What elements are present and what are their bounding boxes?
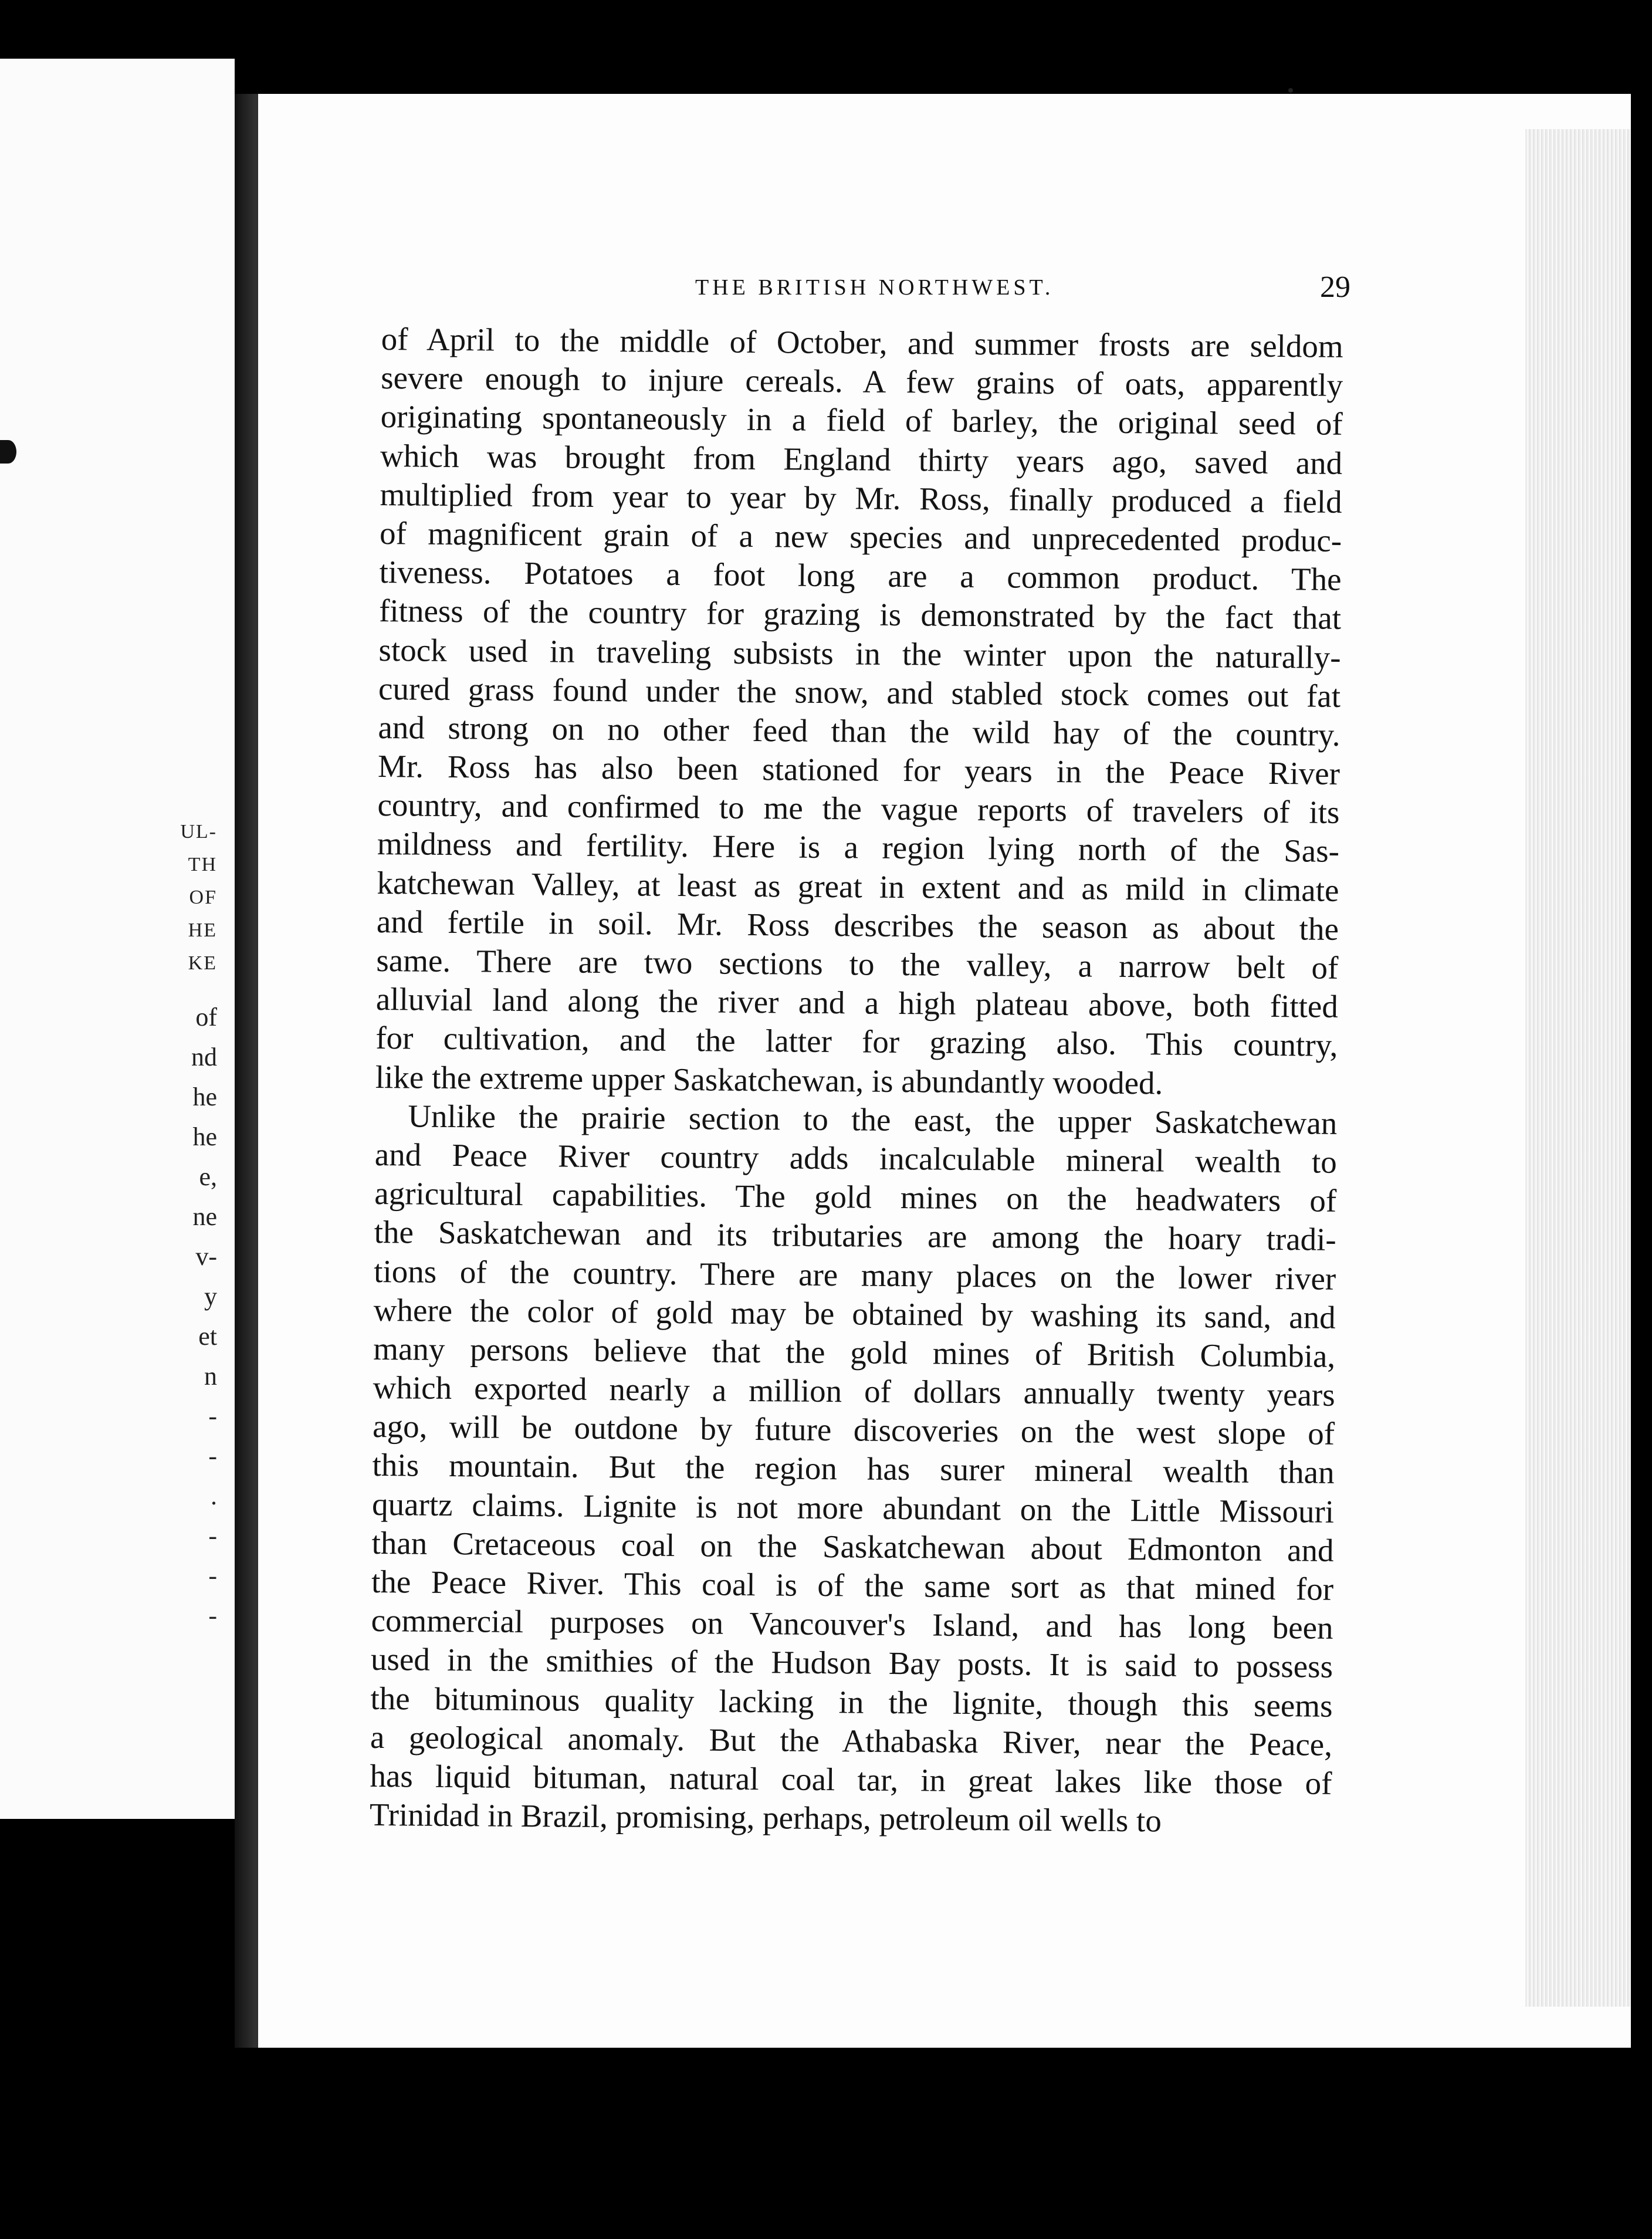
text-fragment: .: [211, 1482, 217, 1510]
text-line: a geological anomaly. But the Athabaska River, near the Peace,: [370, 1719, 1333, 1763]
page-number: 29: [1320, 270, 1350, 304]
text-fragment: y: [204, 1282, 217, 1311]
text-fragment: nd: [191, 1043, 217, 1071]
text-line: fitness of the country for grazing is demonstrated by the fact that: [378, 593, 1342, 637]
text-line: Mr. Ross has also been stationed for years in the Peace River: [377, 748, 1340, 792]
text-line: commercial purposes on Vancouver's Island, and has long been: [371, 1602, 1333, 1646]
text-fragment: -: [208, 1521, 217, 1550]
text-fragment: -: [208, 1601, 217, 1630]
text-fragment: of: [195, 1003, 217, 1031]
text-line: of April to the middle of October, and summer frosts are seldom: [381, 320, 1343, 364]
text-line: which exported nearly a million of dollars annually twenty years: [373, 1369, 1335, 1413]
text-fragment: v-: [195, 1242, 217, 1271]
book-page: [258, 94, 1631, 2048]
text-line: has liquid bituman, natural coal tar, in great lakes like those of: [370, 1757, 1332, 1801]
text-line: stock used in traveling subsists in the winter upon the naturally-: [378, 631, 1341, 675]
text-fragment: -: [208, 1442, 217, 1470]
text-line: used in the smithies of the Hudson Bay posts. It is said to possess: [370, 1641, 1333, 1685]
text-fragment: n: [204, 1362, 217, 1391]
text-line: alluvial land along the river and a high plateau above, both fitted: [375, 981, 1339, 1025]
body-text: [370, 320, 1343, 1842]
text-line: and strong on no other feed than the wild hay of the country.: [378, 709, 1340, 753]
caps-fragment: HE: [188, 919, 217, 941]
text-line: and fertile in soil. Mr. Ross describes the season as about the: [376, 903, 1339, 947]
text-line: Unlike the prairie section to the east, the upper Saskatchewan: [408, 1098, 1338, 1141]
text-line: multiplied from year to year by Mr. Ross, finally produced a field: [380, 476, 1342, 520]
text-line: the Saskatchewan and its tributaries are among the hoary tradi-: [374, 1214, 1336, 1258]
caps-fragment: OF: [189, 887, 217, 908]
text-line: severe enough to injure cereals. A few grains of oats, apparently: [380, 360, 1343, 404]
text-line: tions of the country. There are many places on the lower river: [374, 1253, 1336, 1297]
text-line: Trinidad in Brazil, promising, perhaps, petroleum oil wells to: [369, 1797, 1162, 1839]
text-line: for cultivation, and the latter for grazing also. This country,: [375, 1020, 1338, 1064]
text-fragment: et: [198, 1322, 217, 1351]
text-line: tiveness. Potatoes a foot long are a common product. The: [379, 554, 1342, 597]
text-fragment: e,: [199, 1162, 217, 1191]
text-line: mildness and fertility. Here is a region lying north of the Sas-: [377, 826, 1340, 870]
page-edge-stack: [1525, 129, 1631, 2007]
text-fragment: ne: [192, 1202, 217, 1231]
text-fragment: he: [192, 1083, 217, 1111]
text-line: originating spontaneously in a field of barley, the original seed of: [380, 398, 1343, 442]
text-line: many persons believe that the gold mines of British Columbia,: [373, 1330, 1336, 1374]
text-fragment: -: [208, 1402, 217, 1430]
text-line: cured grass found under the snow, and stabled stock comes out fat: [378, 670, 1341, 714]
caps-fragment: UL-: [180, 821, 217, 843]
text-line: the Peace River. This coal is of the same sort as that mined for: [371, 1563, 1334, 1607]
text-fragment: -: [208, 1561, 217, 1590]
left-page-text-fragments: [191, 997, 217, 1636]
text-line: katchewan Valley, at least as great in extent and as mild in climate: [377, 864, 1339, 908]
caps-fragment: TH: [188, 854, 217, 875]
text-line: agricultural capabilities. The gold mines on the headwaters of: [374, 1175, 1337, 1219]
running-head: THE BRITISH NORTHWEST.: [695, 275, 1054, 300]
text-line: of magnificent grain of a new species and unprecedented produc-: [379, 515, 1342, 559]
text-line: than Cretaceous coal on the Saskatchewan about Edmonton and: [371, 1524, 1334, 1568]
text-line: same. There are two sections to the valley, a narrow belt of: [376, 942, 1339, 986]
text-line: which was brought from England thirty years ago, saved and: [380, 437, 1343, 481]
text-line: quartz claims. Lignite is not more abundant on the Little Missouri: [371, 1486, 1335, 1530]
paragraph: [375, 320, 1343, 1104]
caps-fragment: KE: [188, 952, 217, 974]
text-line: ago, will be outdone by future discoveries on the west slope of: [372, 1408, 1335, 1452]
paragraph: [370, 1097, 1338, 1842]
text-line: where the color of gold may be obtained by washing its sand, and: [373, 1291, 1336, 1335]
text-line: and Peace River country adds incalculable mineral wealth to: [374, 1136, 1338, 1180]
text-line: like the extreme upper Saskatchewan, is abundantly wooded.: [375, 1058, 1163, 1101]
text-line: the bituminous quality lacking in the lignite, though this seems: [370, 1680, 1333, 1724]
text-fragment: he: [192, 1122, 217, 1151]
ink-mark: [0, 440, 16, 464]
text-line: country, and confirmed to me the vague reports of travelers of its: [377, 787, 1340, 831]
dust-speck: [1288, 88, 1293, 93]
left-page-caps-fragments: [180, 816, 217, 980]
text-line: this mountain. But the region has surer mineral wealth than: [372, 1447, 1335, 1491]
left-facing-page: [0, 59, 235, 1819]
